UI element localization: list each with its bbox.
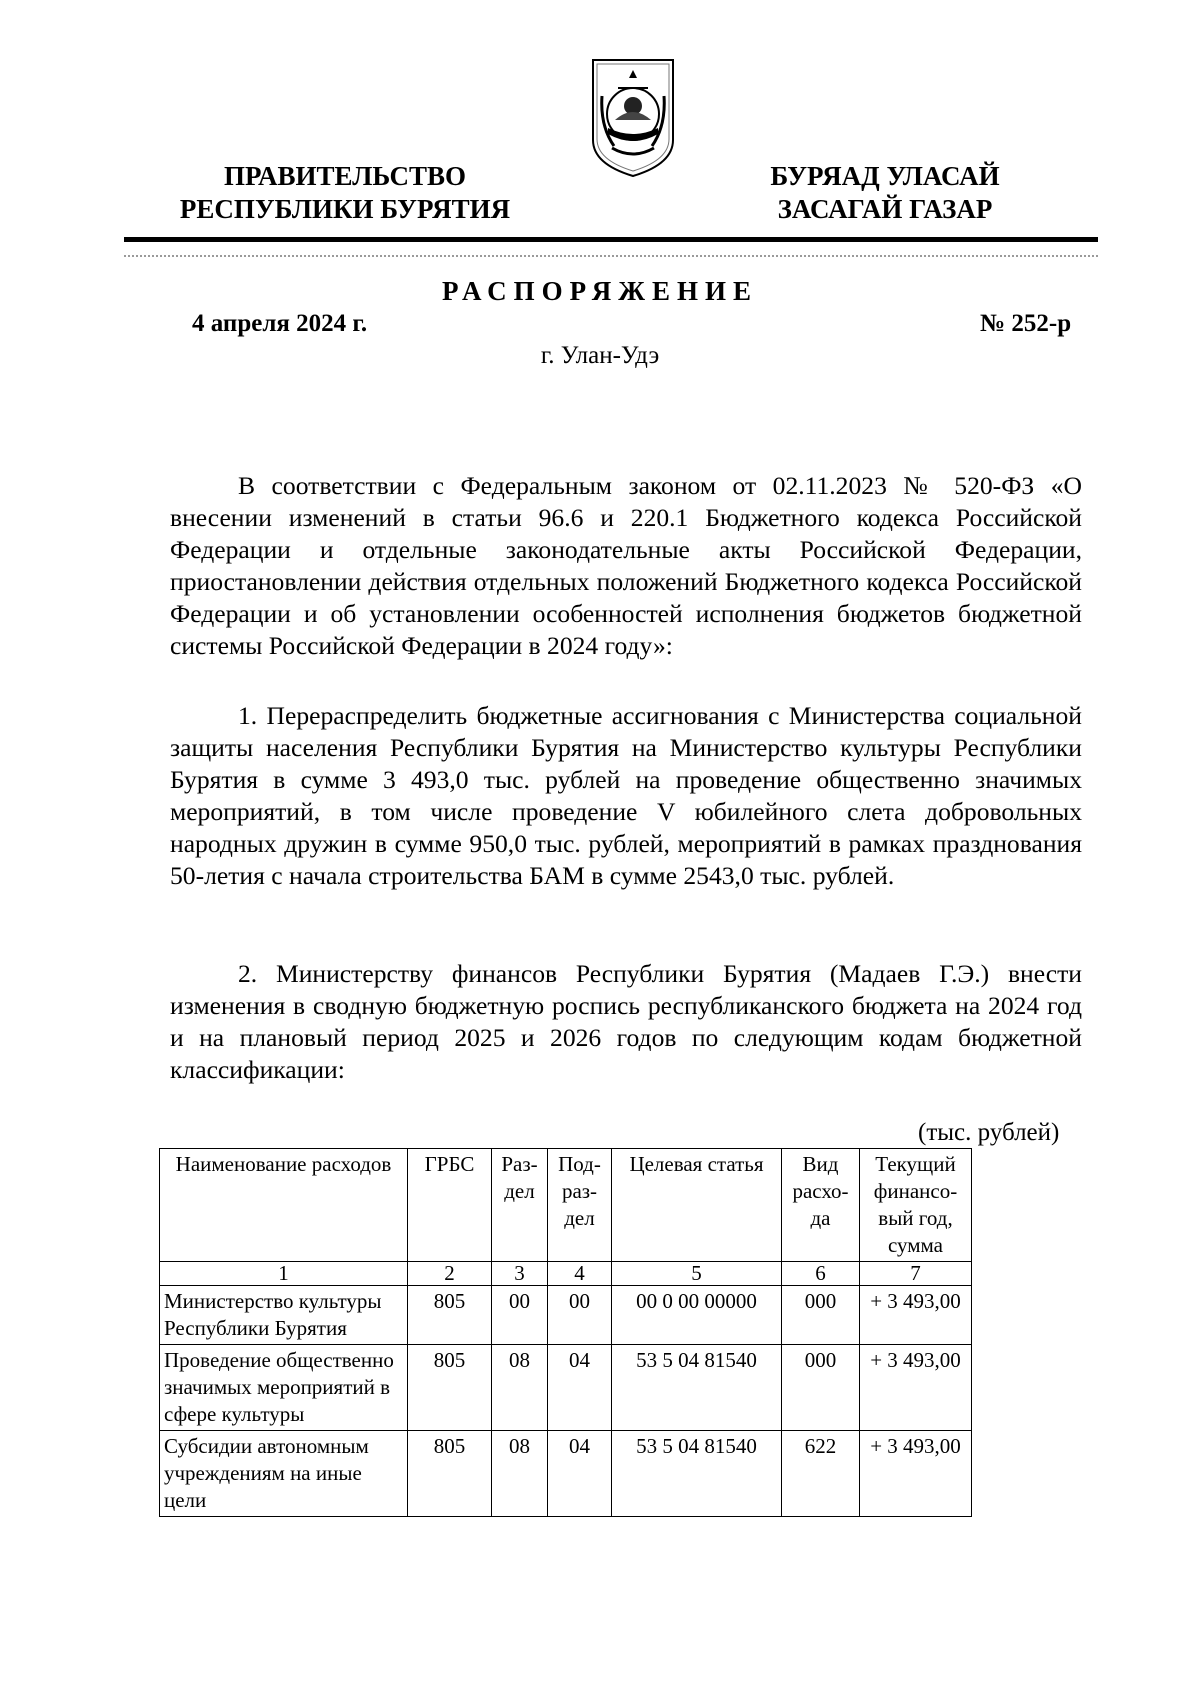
column-number: 4 xyxy=(548,1262,612,1286)
document-number: № 252-р xyxy=(980,310,1072,337)
item-1-text: 1. Перераспределить бюджетные ассигнования с Министерства социальной защиты населения Республики Бурятия на Министерство культуры Республики Бурятия в сумме 3 493,0 тыс. рублей на проведение общественно значимых мероприятий, в том числе проведение V юбилейного слета добровольных народных дружин в сумме 950,0 тыс. рублей, мероприятий в рамках празднования 50-летия с начала строительства БАМ в сумме 2543,0 тыс. рублей. xyxy=(170,701,1082,890)
cell-section: 00 xyxy=(492,1286,548,1345)
cell-expense-type: 622 xyxy=(782,1431,860,1517)
cell-target-article: 53 5 04 81540 xyxy=(612,1345,782,1431)
table-row xyxy=(160,1345,972,1431)
government-name-buryat-line-1: БУРЯАД УЛАСАЙ xyxy=(770,161,1000,191)
header-target-article: Целевая статья xyxy=(612,1149,782,1262)
item-2-paragraph xyxy=(170,958,1082,1086)
header-expense-type: Вид расхо-да xyxy=(782,1149,860,1262)
column-number: 7 xyxy=(860,1262,972,1286)
government-name-buryat xyxy=(735,160,1035,226)
column-number: 3 xyxy=(492,1262,548,1286)
header-current-year-amount: Текущий финансо-вый год, сумма xyxy=(860,1149,972,1262)
cell-expense-name: Субсидии автономным учреждениям на иные цели xyxy=(160,1431,408,1517)
government-name-line-2: РЕСПУБЛИКИ БУРЯТИЯ xyxy=(179,194,511,224)
table-row xyxy=(160,1431,972,1517)
column-number: 6 xyxy=(782,1262,860,1286)
cell-section: 08 xyxy=(492,1345,548,1431)
cell-subsection: 04 xyxy=(548,1431,612,1517)
preamble-paragraph xyxy=(170,470,1082,662)
header-grbs: ГРБС xyxy=(408,1149,492,1262)
cell-target-article: 53 5 04 81540 xyxy=(612,1431,782,1517)
cell-grbs: 805 xyxy=(408,1286,492,1345)
table-header-row xyxy=(160,1149,972,1262)
cell-subsection: 04 xyxy=(548,1345,612,1431)
government-name-line-1: ПРАВИТЕЛЬСТВО xyxy=(223,161,467,191)
item-2-text: 2. Министерству финансов Республики Бурятия (Мадаев Г.Э.) внести изменения в сводную бюджетную роспись республиканского бюджета на 2024 год и на плановый период 2025 и 2026 годов по следующим кодам бюджетной классификации: xyxy=(170,959,1082,1084)
government-name-russian xyxy=(160,160,530,226)
column-number: 2 xyxy=(408,1262,492,1286)
cell-section: 08 xyxy=(492,1431,548,1517)
table-units-label: (тыс. рублей) xyxy=(918,1119,1060,1146)
column-number: 1 xyxy=(160,1262,408,1286)
document-city: г. Улан-Удэ xyxy=(540,342,660,369)
coat-of-arms-icon xyxy=(588,56,678,180)
cell-subsection: 00 xyxy=(548,1286,612,1345)
cell-target-article: 00 0 00 00000 xyxy=(612,1286,782,1345)
table-row xyxy=(160,1286,972,1345)
cell-expense-name: Министерство культуры Республики Бурятия xyxy=(160,1286,408,1345)
header-divider xyxy=(124,237,1098,242)
header-dotted-divider xyxy=(124,255,1098,257)
item-1-paragraph xyxy=(170,700,1082,892)
budget-table xyxy=(159,1148,972,1517)
cell-amount: + 3 493,00 xyxy=(860,1431,972,1517)
cell-amount: + 3 493,00 xyxy=(860,1345,972,1431)
cell-expense-type: 000 xyxy=(782,1286,860,1345)
cell-amount: + 3 493,00 xyxy=(860,1286,972,1345)
column-number: 5 xyxy=(612,1262,782,1286)
cell-grbs: 805 xyxy=(408,1431,492,1517)
preamble-text: В соответствии с Федеральным законом от 02.11.2023 № 520-ФЗ «О внесении изменений в статьи 96.6 и 220.1 Бюджетного кодекса Российской Федерации и отдельные законодательные акты Российской Федерации, приостановлении действия отдельных положений Бюджетного кодекса Российской Федерации и об установлении особенностей исполнения бюджетов бюджетной системы Российской Федерации в 2024 году»: xyxy=(170,471,1082,660)
header-section: Раз-дел xyxy=(492,1149,548,1262)
document-date: 4 апреля 2024 г. xyxy=(192,310,368,337)
cell-expense-type: 000 xyxy=(782,1345,860,1431)
cell-grbs: 805 xyxy=(408,1345,492,1431)
cell-expense-name: Проведение общественно значимых мероприятий в сфере культуры xyxy=(160,1345,408,1431)
header-expense-name: Наименование расходов xyxy=(160,1149,408,1262)
column-number-row xyxy=(160,1262,972,1286)
header-subsection: Под-раз-дел xyxy=(548,1149,612,1262)
document-type-title: РАСПОРЯЖЕНИЕ xyxy=(441,276,759,306)
government-name-buryat-line-2: ЗАСАГАЙ ГАЗАР xyxy=(777,194,993,224)
